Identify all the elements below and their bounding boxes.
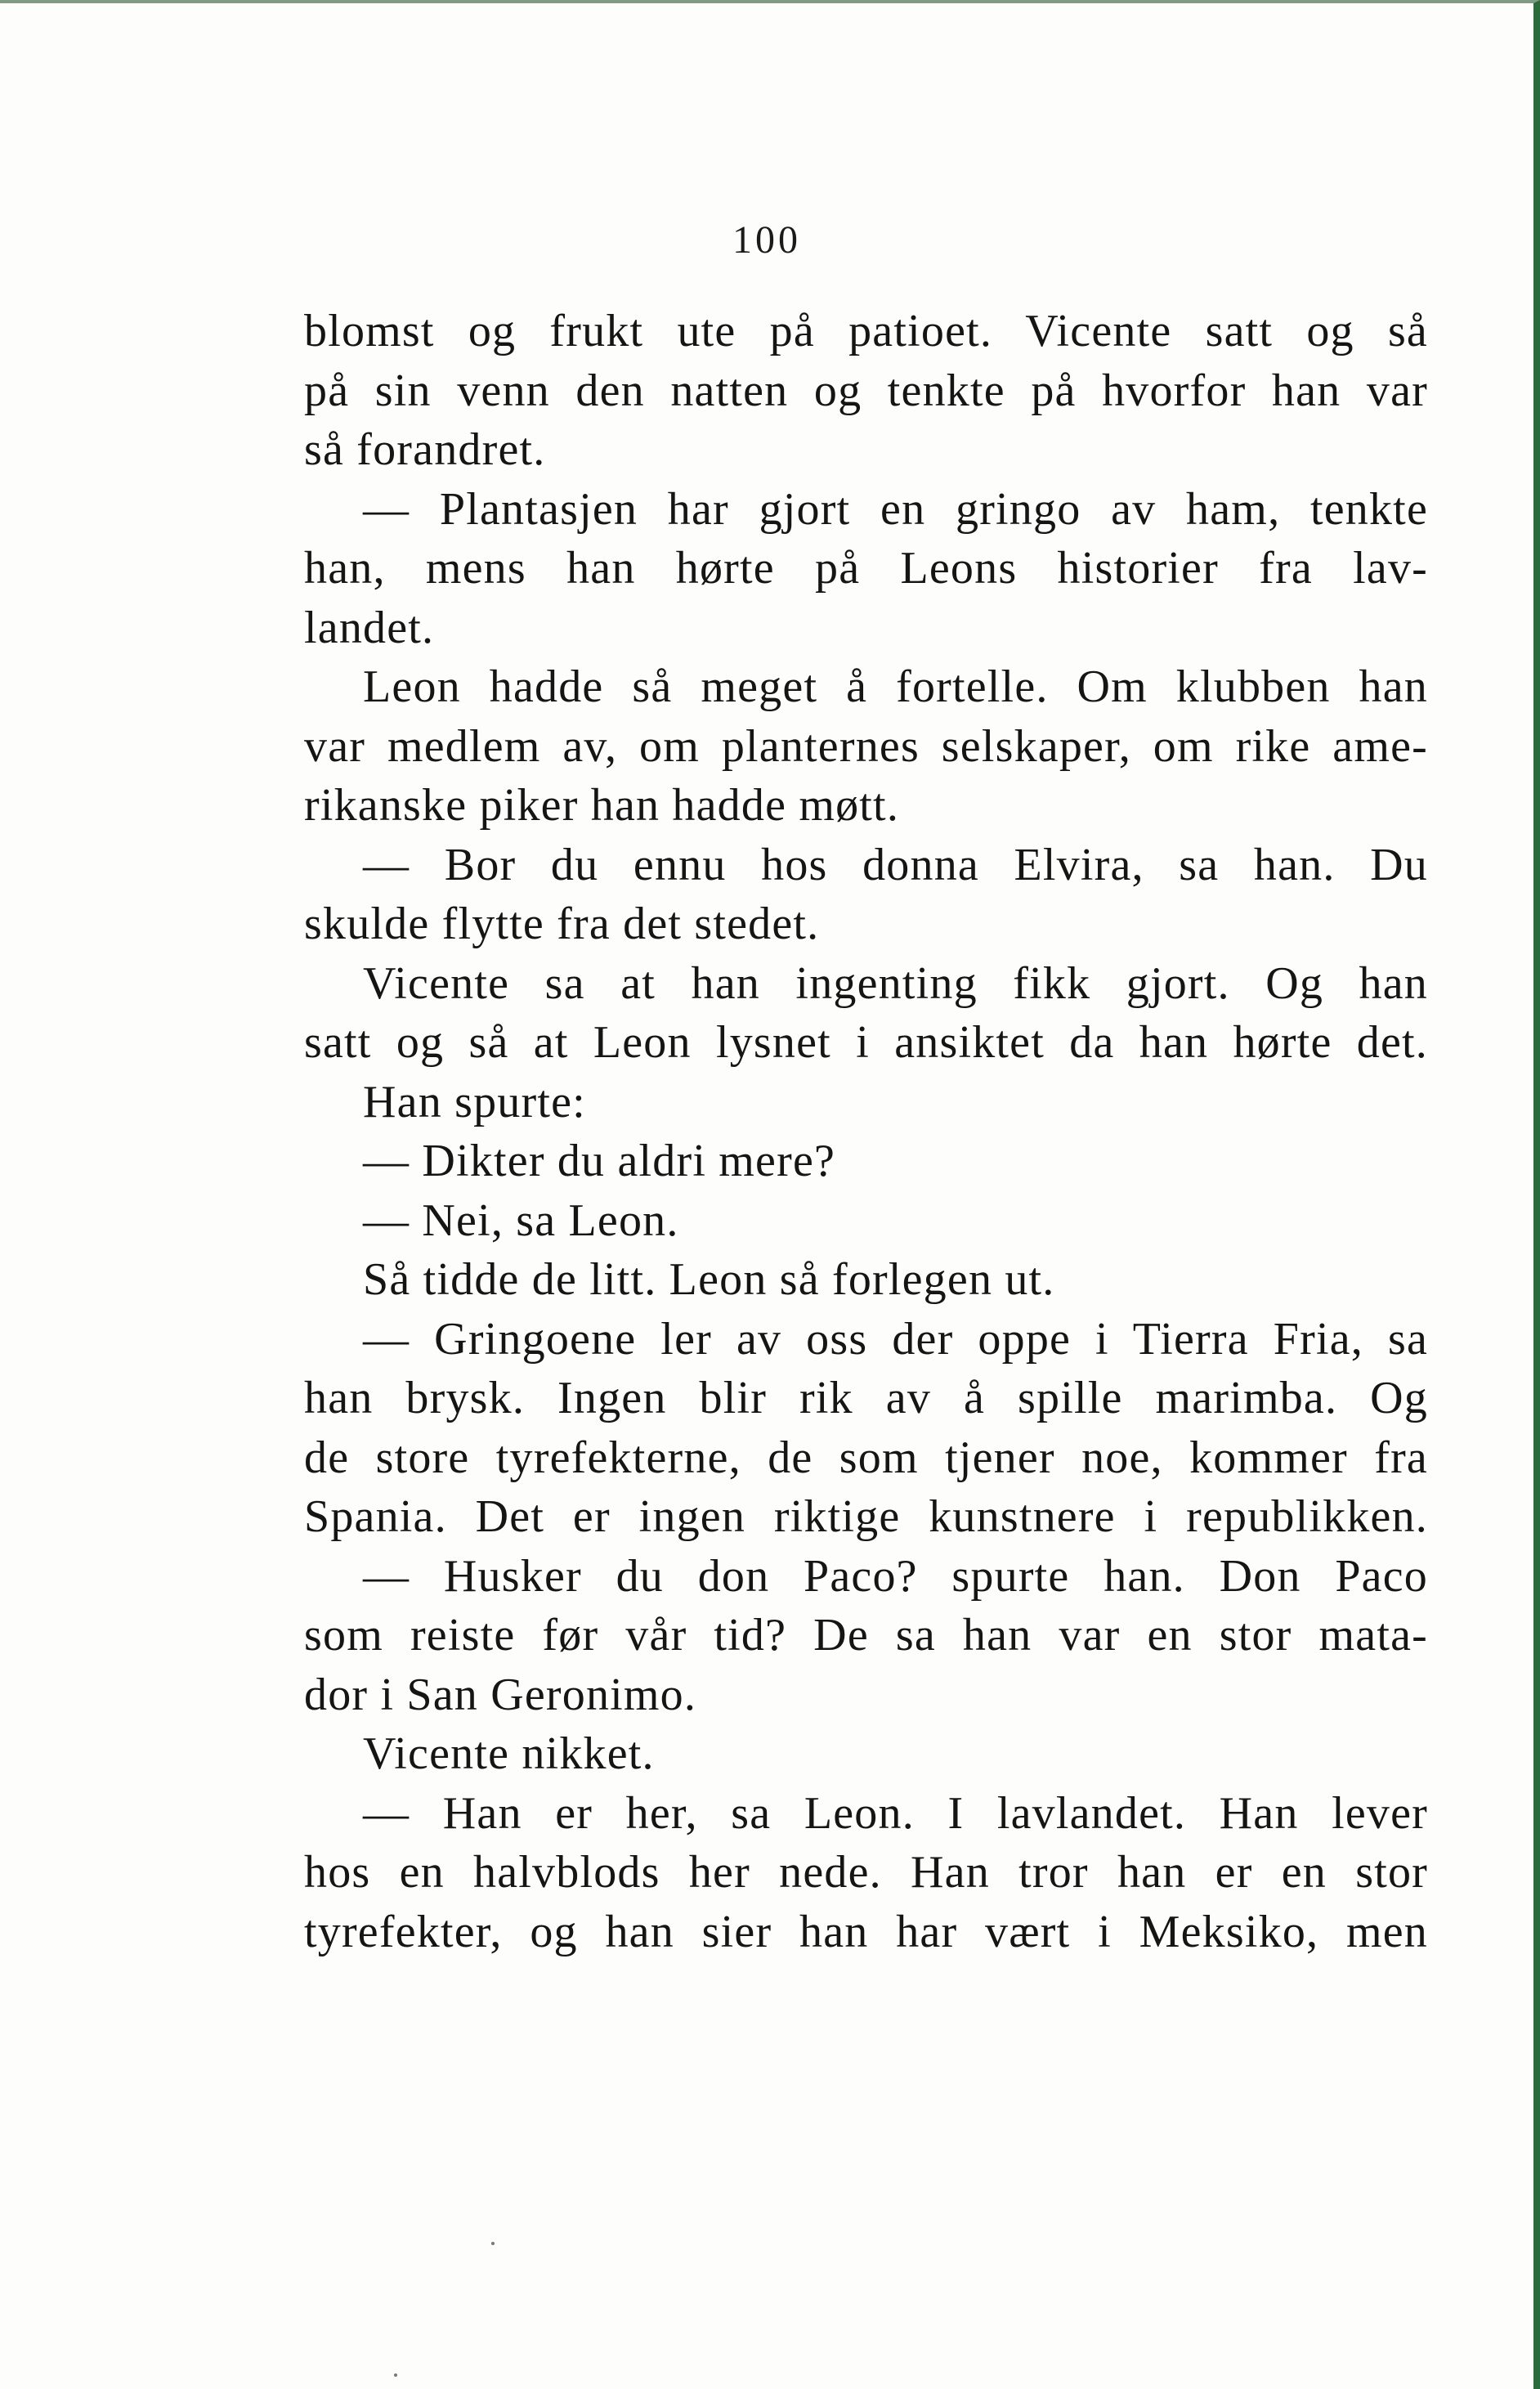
text-line: — Husker du don Paco? spurte han. Don Paco	[363, 1550, 1428, 1602]
text-line: han brysk. Ingen blir rik av å spille marimba. Og	[304, 1373, 1428, 1423]
paper-speck	[394, 2373, 397, 2377]
text-line: skulde flytte fra det stedet.	[304, 899, 820, 949]
text-line: Leon hadde så meget å fortelle. Om klubben han	[363, 661, 1428, 712]
text-line: tyrefekter, og han sier han har vært i Meksiko, men	[304, 1906, 1428, 1957]
text-line: — Bor du ennu hos donna Elvira, sa han. Du	[363, 839, 1428, 890]
text-line: rikanske piker han hadde møtt.	[304, 780, 900, 831]
text-line: på sin venn den natten og tenkte på hvorfor han var	[304, 365, 1428, 416]
text-line: — Nei, sa Leon.	[363, 1194, 679, 1246]
text-line: Vicente nikket.	[363, 1728, 655, 1779]
paper-speck	[491, 2242, 495, 2245]
text-line: — Han er her, sa Leon. I lavlandet. Han lever	[363, 1787, 1428, 1839]
text-line: så forandret.	[304, 424, 546, 475]
text-line: Så tidde de litt. Leon så forlegen ut.	[363, 1254, 1055, 1305]
text-line: han, mens han hørte på Leons historier fra lav-	[304, 543, 1428, 594]
text-line: var medlem av, om planternes selskaper, om rike ame-	[304, 720, 1428, 772]
text-line: dor i San Geronimo.	[304, 1669, 697, 1720]
text-line: de store tyrefekterne, de som tjener noe, kommer fra	[304, 1432, 1428, 1483]
page-number: 100	[732, 218, 801, 262]
text-line: satt og så at Leon lysnet i ansiktet da han hørte det.	[304, 1017, 1428, 1068]
text-line: som reiste før vår tid? De sa han var en stor mata-	[304, 1610, 1428, 1661]
text-line: Spania. Det er ingen riktige kunstnere i republikken.	[304, 1491, 1428, 1542]
text-line: — Dikter du aldri mere?	[363, 1136, 836, 1186]
text-line: blomst og frukt ute på patioet. Vicente satt og så	[304, 306, 1428, 356]
text-line: — Plantasjen har gjort en gringo av ham, tenkte	[363, 483, 1428, 535]
page-text	[304, 302, 1428, 1961]
text-line: hos en halvblods her nede. Han tror han er en stor	[304, 1847, 1428, 1898]
text-line: landet.	[304, 602, 435, 653]
text-line: Vicente sa at han ingenting fikk gjort. Og han	[363, 957, 1428, 1009]
text-line: — Gringoene ler av oss der oppe i Tierra Fria, sa	[363, 1313, 1428, 1365]
text-line: Han spurte:	[363, 1076, 586, 1127]
